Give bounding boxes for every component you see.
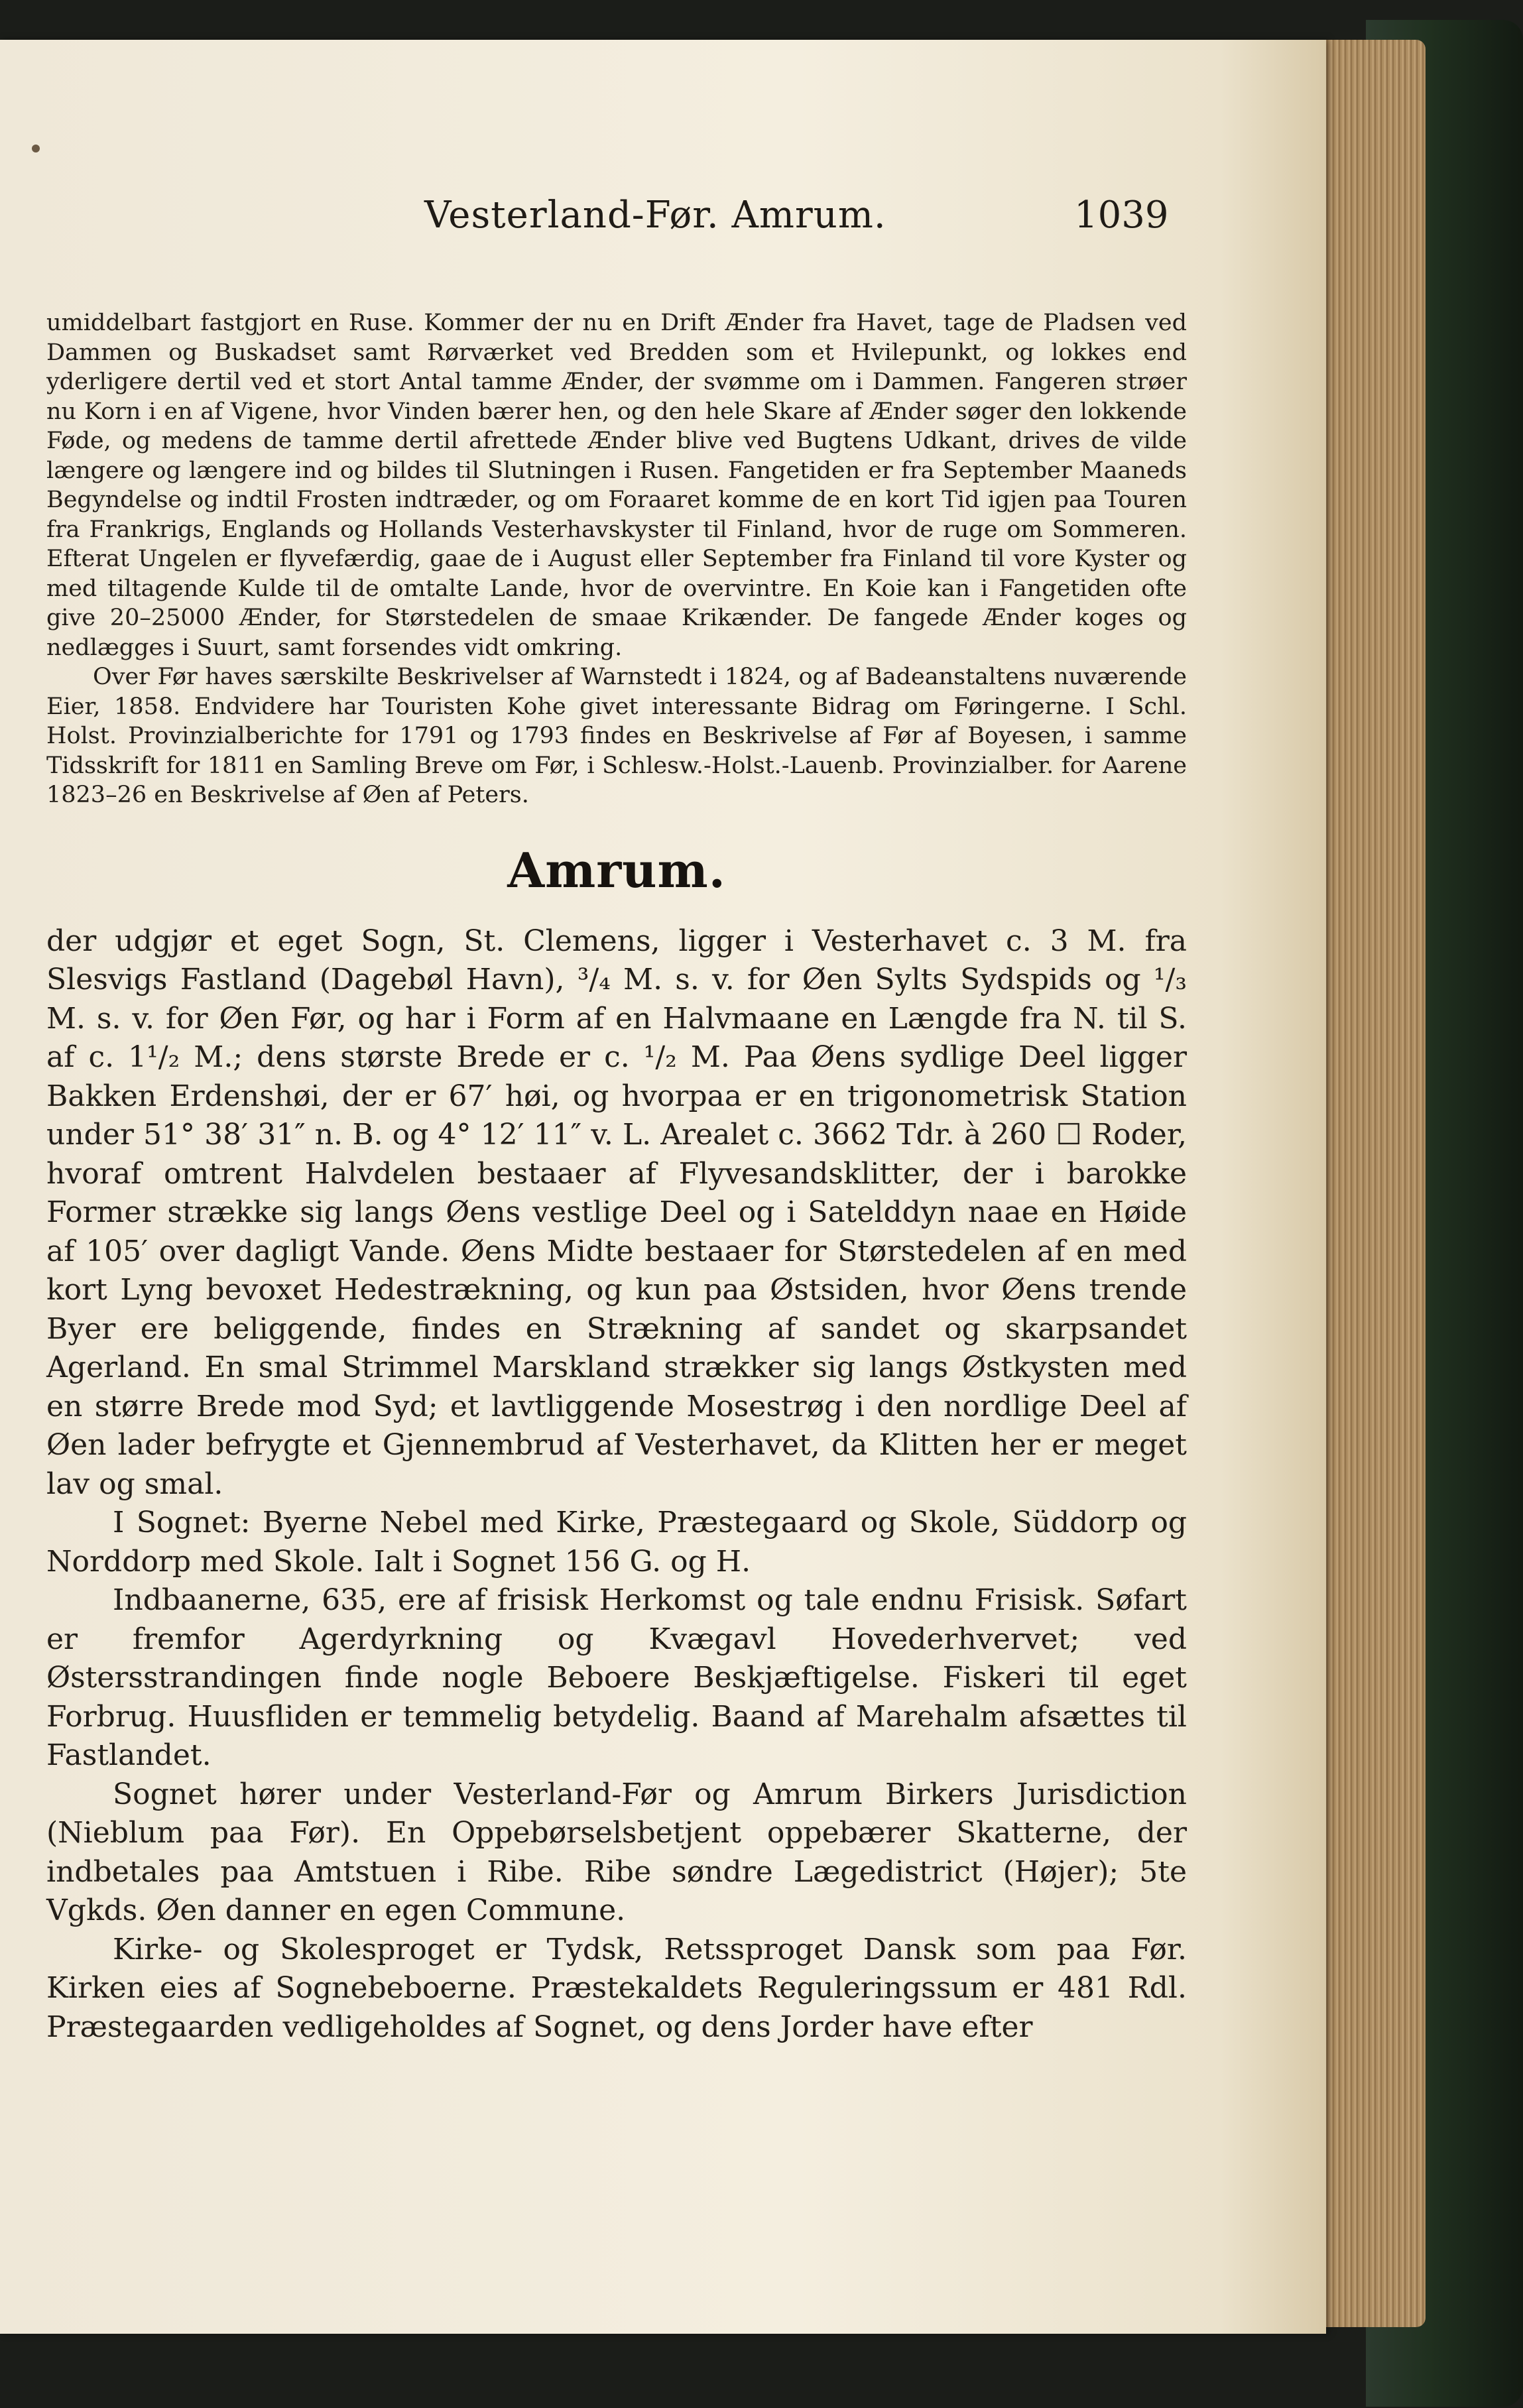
speck-mark xyxy=(32,145,40,152)
paragraph: I Sognet: Byerne Nebel med Kirke, Præstegaard og Skole, Süddorp og Norddorp med Skole. Ialt i Sognet 156 G. og H. xyxy=(46,1506,1187,1579)
amrum-section-text xyxy=(46,922,1187,2047)
paragraph: der udgjør et eget Sogn, St. Clemens, ligger i Vesterhavet c. 3 M. fra Slesvigs Fastland (Dagebøl Havn), ³/₄ M. s. v. for Øen Sylts Sydspids og ¹/₃ M. s. v. for Øen Før, og har i Form af en Halvmaane en Længde fra N. til S. af c. 1¹/₂ M.; dens største Brede er c. ¹/₂ M. Paa Øens sydlige Deel ligger Bakken Erdenshøi, der er 67′ høi, og hvorpaa er en trigonometrisk Station under 51° 38′ 31″ n. B. og 4° 12′ 11″ v. L. Arealet c. 3662 Tdr. à 260 ☐ Roder, hvoraf omtrent Halvdelen bestaaer af Flyvesandsklitter, der i barokke Former strække sig langs Øens vestlige Deel og i Satelddyn naae en Høide af 105′ over dagligt Vande. Øens Midte bestaaer for Størstedelen af en med kort Lyng bevoxet Hedestrækning, og kun paa Østsiden, hvor Øens trende Byer ere beliggende, findes en Strækning af sandet og skarpsandet Agerland. En smal Strimmel Marskland strækker sig langs Østkysten med en større Brede mod Syd; et lavtliggende Mosestrøg i den nordlige Deel af Øen lader befrygte et Gjennembrud af Vesterhavet, da Klitten her er meget lav og smal. xyxy=(46,924,1187,1501)
paragraph: Indbaanerne, 635, ere af frisisk Herkomst og tale endnu Frisisk. Søfart er fremfor Agerdyrkning og Kvægavl Hovederhvervet; ved Østersstrandingen finde nogle Beboere Beskjæftigelse. Fiskeri til eget Forbrug. Huusfliden er temmelig betydelig. Baand af Marehalm afsættes til Fastlandet. xyxy=(46,1583,1187,1772)
page-header xyxy=(0,194,1326,253)
section-title: Amrum. xyxy=(507,841,726,898)
book-page xyxy=(0,40,1326,2334)
previous-section-text xyxy=(46,308,1187,810)
paragraph: umiddelbart fastgjort en Ruse. Kommer der nu en Drift Ænder fra Havet, tage de Pladsen ved Dammen og Buskadset samt Rørværket ved Bredden som et Hvilepunkt, og lokkes end yderligere dertil ved et stort Antal tamme Ænder, der svømme om i Dammen. Fangeren strøer nu Korn i en af Vigene, hvor Vinden bærer hen, og den hele Skare af Ænder søger den lokkende Føde, og medens de tamme dertil afrettede Ænder blive ved Bugtens Udkant, drives de vilde længere og længere ind og bildes til Slutningen i Rusen. Fangetiden er fra September Maaneds Begyndelse og indtil Frosten indtræder, og om Foraaret komme de en kort Tid igjen paa Touren fra Frankrigs, Englands og Hollands Vesterhavskyster til Finland, hvor de ruge om Sommeren. Efterat Ungelen er flyvefærdig, gaae de i August eller September fra Finland til vore Kyster og med tiltagende Kulde til de omtalte Lande, hvor de overvintre. En Koie kan i Fangetiden ofte give 20–25000 Ænder, for Størstedelen de smaae Krikænder. De fangede Ænder koges og nedlægges i Suurt, samt forsendes vidt omkring. xyxy=(46,310,1187,661)
page-content xyxy=(46,308,1187,2047)
paragraph: Sognet hører under Vesterland-Før og Amrum Birkers Jurisdiction (Nieblum paa Før). En Oppebørselsbetjent oppebærer Skatterne, der indbetales paa Amtstuen i Ribe. Ribe søndre Lægedistrict (Højer); 5te Vgkds. Øen danner en egen Commune. xyxy=(46,1777,1187,1927)
running-title: Vesterland-Før. Amrum. xyxy=(424,194,886,237)
page-number: 1039 xyxy=(1074,194,1169,237)
paragraph: Over Før haves særskilte Beskrivelser af Warnstedt i 1824, og af Badeanstaltens nuværende Eier, 1858. Endvidere har Touristen Kohe givet interessante Bidrag om Føringerne. I Schl. Holst. Provinzialberichte for 1791 og 1793 findes en Beskrivelse af Før af Boyesen, i samme Tidsskrift for 1811 en Samling Breve om Før, i Schlesw.-Holst.-Lauenb. Provinzialber. for Aarene 1823–26 en Beskrivelse af Øen af Peters. xyxy=(46,664,1187,808)
paragraph: Kirke- og Skolesproget er Tydsk, Retssproget Dansk som paa Før. Kirken eies af Sognebeboerne. Præstekaldets Reguleringssum er 481 Rdl. Præstegaarden vedligeholdes af Sognet, og dens Jorder have efter xyxy=(46,1932,1187,2044)
